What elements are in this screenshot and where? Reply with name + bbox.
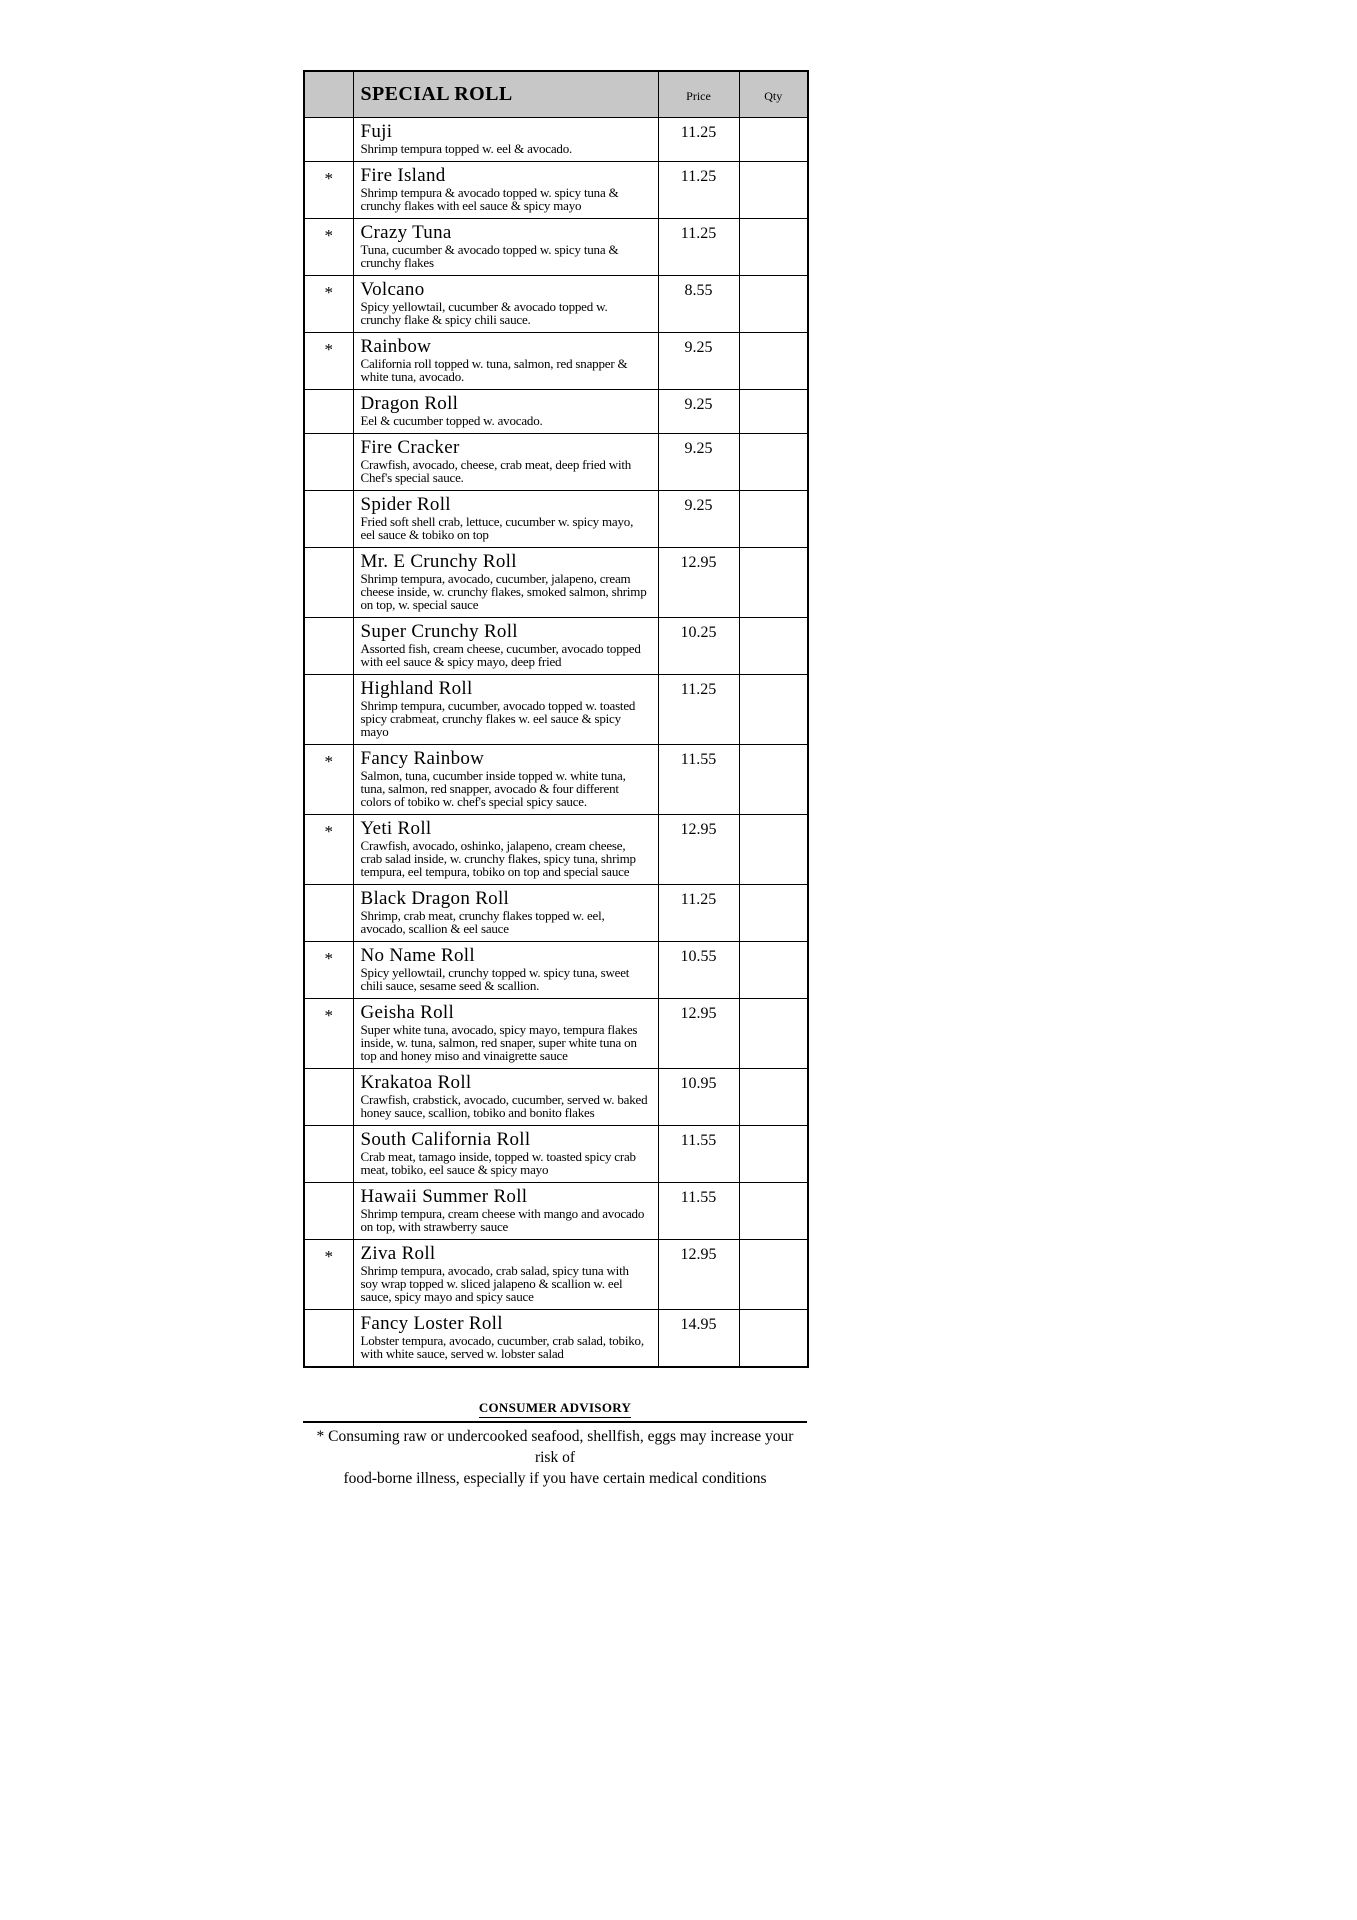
item-name: Ziva Roll bbox=[360, 1242, 436, 1264]
item-name-cell bbox=[353, 1239, 658, 1309]
item-description: Crawfish, avocado, cheese, crab meat, deep fried with Chef's special sauce. bbox=[360, 456, 632, 485]
item-price: 12.95 bbox=[658, 547, 739, 617]
qty-cell bbox=[739, 275, 808, 332]
item-name-cell bbox=[353, 884, 658, 941]
item-price: 9.25 bbox=[658, 332, 739, 389]
item-description: Shrimp tempura topped w. eel & avocado. bbox=[360, 140, 573, 156]
item-name-cell bbox=[353, 617, 658, 674]
item-price: 10.55 bbox=[658, 941, 739, 998]
item-description: Shrimp tempura, avocado, crab salad, spicy tuna with soy wrap topped w. sliced jalapeno & scallion w. eel sauce, spicy mayo and spicy sauce bbox=[360, 1262, 629, 1304]
qty-cell bbox=[739, 490, 808, 547]
item-price: 9.25 bbox=[658, 490, 739, 547]
item-description: Shrimp tempura & avocado topped w. spicy tuna & crunchy flakes with eel sauce & spicy mayo bbox=[360, 184, 619, 213]
item-name-cell bbox=[353, 161, 658, 218]
menu-item-row bbox=[304, 744, 808, 814]
item-price: 11.55 bbox=[658, 1182, 739, 1239]
item-name: Fire Cracker bbox=[360, 436, 460, 458]
qty-cell bbox=[739, 814, 808, 884]
item-price: 14.95 bbox=[658, 1309, 739, 1367]
item-description: Super white tuna, avocado, spicy mayo, tempura flakes inside, w. tuna, salmon, red snaper, super white tuna on top and honey miso and vinaigrette sauce bbox=[360, 1021, 638, 1063]
qty-cell bbox=[739, 1309, 808, 1367]
spicy-marker bbox=[304, 674, 353, 744]
item-description: California roll topped w. tuna, salmon, red snapper & white tuna, avocado. bbox=[360, 355, 628, 384]
item-name: Fancy Rainbow bbox=[360, 747, 485, 769]
item-name: Crazy Tuna bbox=[360, 221, 452, 243]
item-name: Spider Roll bbox=[360, 493, 451, 515]
qty-cell bbox=[739, 547, 808, 617]
item-name-cell bbox=[353, 998, 658, 1068]
spicy-marker: * bbox=[304, 275, 353, 332]
item-description: Shrimp tempura, cream cheese with mango and avocado on top, with strawberry sauce bbox=[360, 1205, 645, 1234]
item-name-cell bbox=[353, 744, 658, 814]
item-name-cell bbox=[353, 1125, 658, 1182]
qty-cell bbox=[739, 433, 808, 490]
item-name: Yeti Roll bbox=[360, 817, 432, 839]
spicy-marker bbox=[304, 1309, 353, 1367]
advisory-text-line1: * Consuming raw or undercooked seafood, shellfish, eggs may increase your risk of bbox=[316, 1427, 794, 1466]
item-name-cell bbox=[353, 389, 658, 433]
spicy-marker: * bbox=[304, 744, 353, 814]
item-price: 11.25 bbox=[658, 884, 739, 941]
item-price: 9.25 bbox=[658, 389, 739, 433]
item-name-cell bbox=[353, 674, 658, 744]
item-name-cell bbox=[353, 1068, 658, 1125]
item-name: Geisha Roll bbox=[360, 1001, 455, 1023]
item-description: Tuna, cucumber & avocado topped w. spicy tuna & crunchy flakes bbox=[360, 241, 619, 270]
menu-item-row bbox=[304, 674, 808, 744]
item-name: Volcano bbox=[360, 278, 425, 300]
spicy-marker bbox=[304, 389, 353, 433]
item-name: Rainbow bbox=[360, 335, 432, 357]
qty-cell bbox=[739, 1125, 808, 1182]
item-name: Fancy Loster Roll bbox=[360, 1312, 503, 1334]
item-description: Lobster tempura, avocado, cucumber, crab salad, tobiko, with white sauce, served w. lobster salad bbox=[360, 1332, 644, 1361]
menu-item-row bbox=[304, 490, 808, 547]
item-price: 11.25 bbox=[658, 218, 739, 275]
item-description: Eel & cucumber topped w. avocado. bbox=[360, 412, 543, 428]
menu-item-row bbox=[304, 547, 808, 617]
item-price: 12.95 bbox=[658, 998, 739, 1068]
advisory-divider bbox=[303, 1421, 807, 1423]
qty-cell bbox=[739, 332, 808, 389]
spicy-marker: * bbox=[304, 814, 353, 884]
item-name: Krakatoa Roll bbox=[360, 1071, 472, 1093]
qty-cell bbox=[739, 117, 808, 161]
menu-item-row bbox=[304, 941, 808, 998]
item-name: South California Roll bbox=[360, 1128, 531, 1150]
item-name: Hawaii Summer Roll bbox=[360, 1185, 528, 1207]
item-description: Crawfish, avocado, oshinko, jalapeno, cream cheese, crab salad inside, w. crunchy flakes, spicy tuna, shrimp tempura, eel tempura, tobiko on top and special sauce bbox=[360, 837, 636, 879]
spicy-marker: * bbox=[304, 161, 353, 218]
qty-cell bbox=[739, 674, 808, 744]
menu-item-row bbox=[304, 1239, 808, 1309]
spicy-marker bbox=[304, 1125, 353, 1182]
item-name-cell bbox=[353, 1309, 658, 1367]
menu-item-row bbox=[304, 433, 808, 490]
marker-header-cell bbox=[304, 71, 353, 117]
item-name-cell bbox=[353, 941, 658, 998]
item-description: Crawfish, crabstick, avocado, cucumber, served w. baked honey sauce, scallion, tobiko and bonito flakes bbox=[360, 1091, 648, 1120]
item-name: Fuji bbox=[360, 120, 393, 142]
consumer-advisory-section bbox=[303, 1399, 807, 1489]
item-description: Fried soft shell crab, lettuce, cucumber w. spicy mayo, eel sauce & tobiko on top bbox=[360, 513, 634, 542]
item-description: Assorted fish, cream cheese, cucumber, avocado topped with eel sauce & spicy mayo, deep fried bbox=[360, 640, 641, 669]
item-name-cell bbox=[353, 1182, 658, 1239]
item-name: Dragon Roll bbox=[360, 392, 459, 414]
item-name: Super Crunchy Roll bbox=[360, 620, 518, 642]
qty-cell bbox=[739, 1182, 808, 1239]
item-name-cell bbox=[353, 275, 658, 332]
spicy-marker bbox=[304, 884, 353, 941]
item-price: 11.55 bbox=[658, 1125, 739, 1182]
menu-item-row bbox=[304, 117, 808, 161]
spicy-marker: * bbox=[304, 941, 353, 998]
qty-cell bbox=[739, 389, 808, 433]
item-name-cell bbox=[353, 218, 658, 275]
spicy-marker bbox=[304, 547, 353, 617]
advisory-title: CONSUMER ADVISORY bbox=[479, 1400, 631, 1418]
menu-item-row bbox=[304, 1309, 808, 1367]
item-price: 11.55 bbox=[658, 744, 739, 814]
item-description: Crab meat, tamago inside, topped w. toasted spicy crab meat, tobiko, eel sauce & spicy mayo bbox=[360, 1148, 636, 1177]
menu-item-row bbox=[304, 884, 808, 941]
qty-cell bbox=[739, 1068, 808, 1125]
spicy-marker: * bbox=[304, 1239, 353, 1309]
qty-cell bbox=[739, 218, 808, 275]
qty-column-header: Qty bbox=[739, 71, 808, 117]
spicy-marker bbox=[304, 1182, 353, 1239]
menu-item-row bbox=[304, 332, 808, 389]
advisory-title-row bbox=[303, 1399, 807, 1418]
menu-item-row bbox=[304, 389, 808, 433]
item-price: 10.25 bbox=[658, 617, 739, 674]
spicy-marker: * bbox=[304, 998, 353, 1068]
menu-item-row bbox=[304, 814, 808, 884]
item-description: Shrimp, crab meat, crunchy flakes topped w. eel, avocado, scallion & eel sauce bbox=[360, 907, 605, 936]
item-price: 9.25 bbox=[658, 433, 739, 490]
item-price: 11.25 bbox=[658, 674, 739, 744]
menu-item-row bbox=[304, 1125, 808, 1182]
item-description: Spicy yellowtail, crunchy topped w. spicy tuna, sweet chili sauce, sesame seed & scallion. bbox=[360, 964, 630, 993]
item-name-cell bbox=[353, 547, 658, 617]
qty-cell bbox=[739, 161, 808, 218]
menu-item-row bbox=[304, 617, 808, 674]
item-name-cell bbox=[353, 433, 658, 490]
item-name: Fire Island bbox=[360, 164, 446, 186]
qty-cell bbox=[739, 884, 808, 941]
qty-cell bbox=[739, 1239, 808, 1309]
spicy-marker bbox=[304, 433, 353, 490]
menu-item-row bbox=[304, 161, 808, 218]
item-name: Highland Roll bbox=[360, 677, 473, 699]
item-price: 11.25 bbox=[658, 161, 739, 218]
item-price: 12.95 bbox=[658, 1239, 739, 1309]
qty-cell bbox=[739, 998, 808, 1068]
item-name: No Name Roll bbox=[360, 944, 475, 966]
menu-item-row bbox=[304, 1182, 808, 1239]
spicy-marker bbox=[304, 490, 353, 547]
spicy-marker: * bbox=[304, 218, 353, 275]
spicy-marker bbox=[304, 1068, 353, 1125]
item-name: Mr. E Crunchy Roll bbox=[360, 550, 517, 572]
menu-content bbox=[303, 70, 807, 1489]
item-description: Shrimp tempura, avocado, cucumber, jalapeno, cream cheese inside, w. crunchy flakes, smoked salmon, shrimp on top, w. special sauce bbox=[360, 570, 647, 612]
special-roll-table bbox=[303, 70, 809, 1368]
item-price: 10.95 bbox=[658, 1068, 739, 1125]
spicy-marker bbox=[304, 117, 353, 161]
item-name: Black Dragon Roll bbox=[360, 887, 510, 909]
qty-cell bbox=[739, 744, 808, 814]
item-description: Spicy yellowtail, cucumber & avocado topped w. crunchy flake & spicy chili sauce. bbox=[360, 298, 608, 327]
item-name-cell bbox=[353, 117, 658, 161]
price-column-header: Price bbox=[658, 71, 739, 117]
menu-item-row bbox=[304, 218, 808, 275]
menu-table-body bbox=[304, 117, 808, 1367]
item-price: 11.25 bbox=[658, 117, 739, 161]
item-name-cell bbox=[353, 490, 658, 547]
table-title: SPECIAL ROLL bbox=[353, 71, 658, 117]
spicy-marker bbox=[304, 617, 353, 674]
advisory-text-line2: food-borne illness, especially if you have certain medical conditions bbox=[343, 1469, 767, 1487]
item-description: Salmon, tuna, cucumber inside topped w. white tuna, tuna, salmon, red snapper, avocado & four different colors of tobiko w. chef's special spicy sauce. bbox=[360, 767, 626, 809]
item-price: 8.55 bbox=[658, 275, 739, 332]
item-name-cell bbox=[353, 814, 658, 884]
table-header-row bbox=[304, 71, 808, 117]
qty-cell bbox=[739, 941, 808, 998]
menu-item-row bbox=[304, 998, 808, 1068]
item-description: Shrimp tempura, cucumber, avocado topped w. toasted spicy crabmeat, crunchy flakes w. eel sauce & spicy mayo bbox=[360, 697, 636, 739]
menu-item-row bbox=[304, 1068, 808, 1125]
item-price: 12.95 bbox=[658, 814, 739, 884]
menu-item-row bbox=[304, 275, 808, 332]
item-name-cell bbox=[353, 332, 658, 389]
spicy-marker: * bbox=[304, 332, 353, 389]
qty-cell bbox=[739, 617, 808, 674]
